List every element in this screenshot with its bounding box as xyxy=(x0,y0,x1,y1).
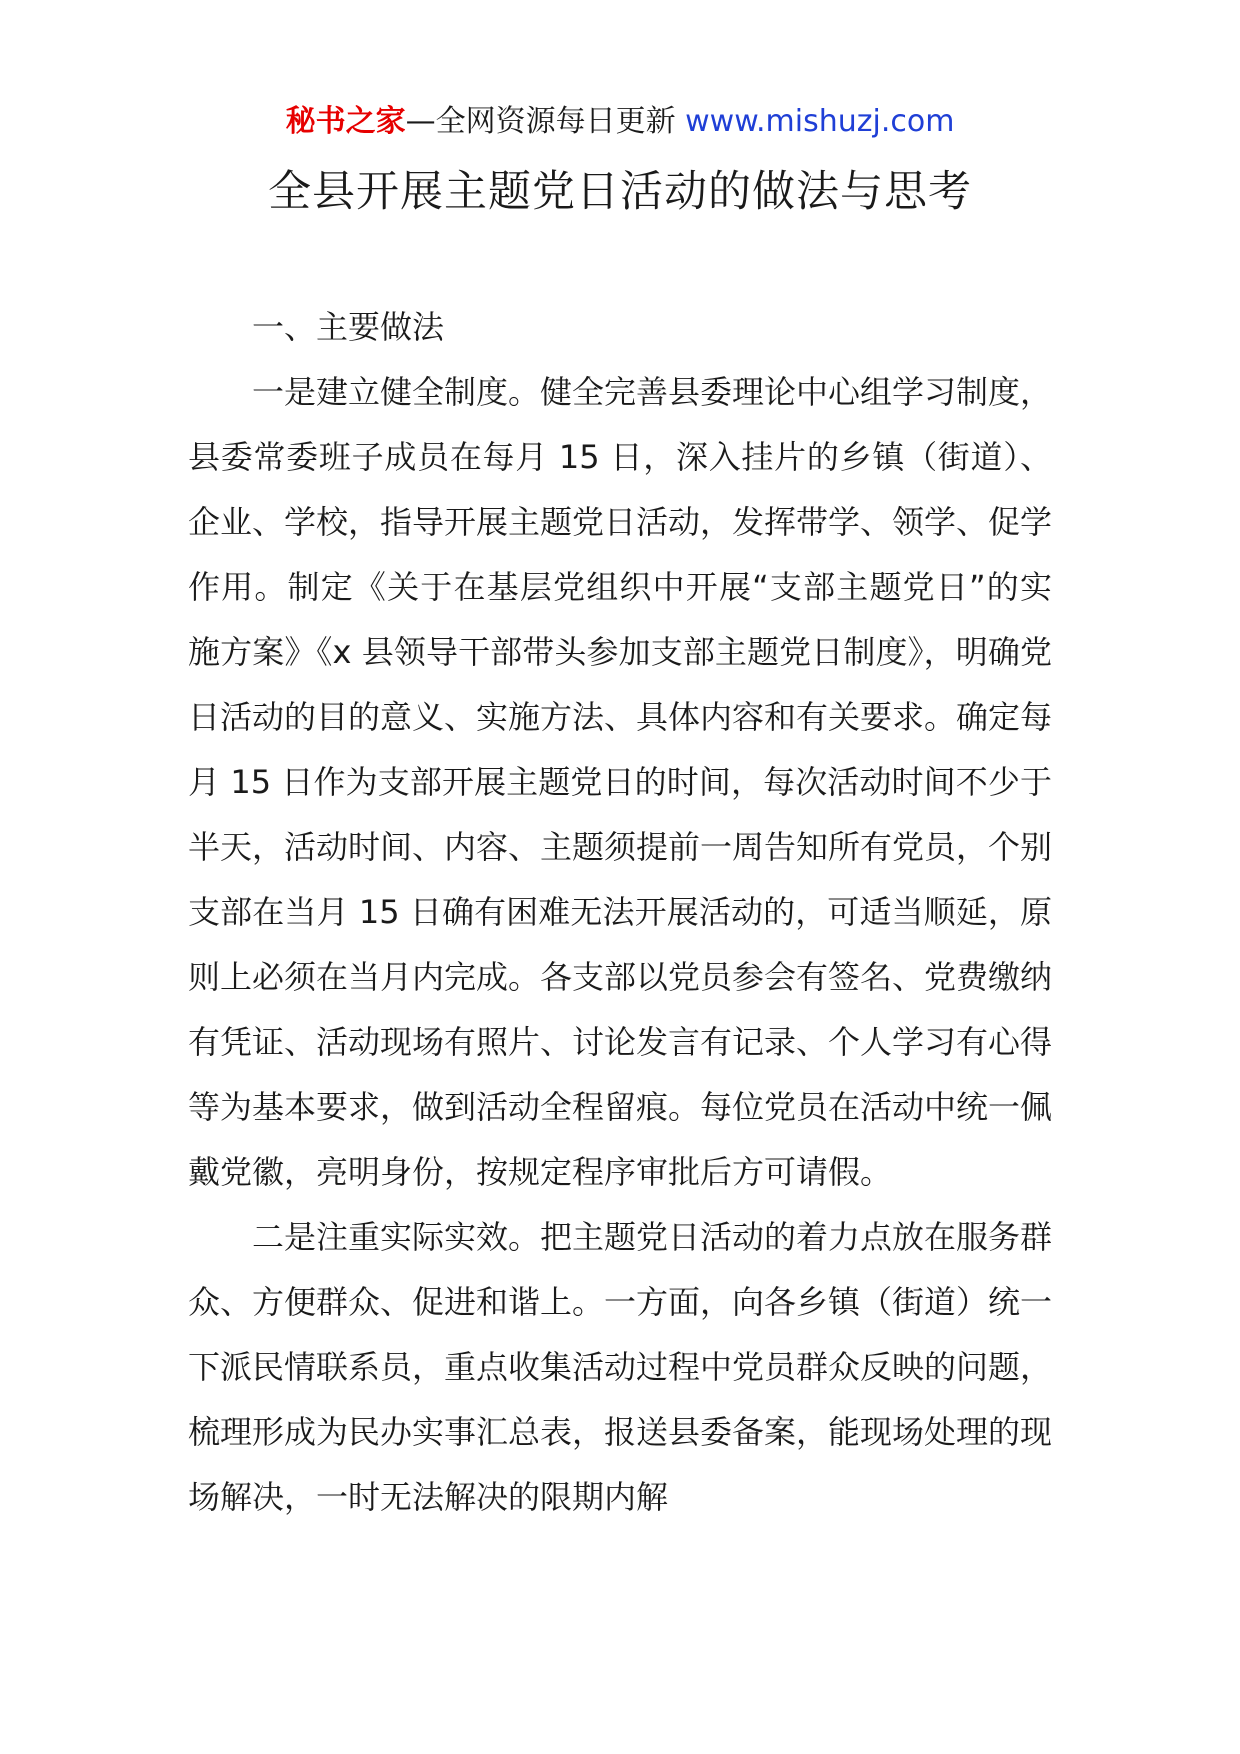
document-body xyxy=(188,295,1052,1530)
website-link[interactable]: www.mishuzj.com xyxy=(685,104,955,139)
section-heading: 一、主要做法 xyxy=(252,308,445,346)
header-tagline: —全网资源每日更新 xyxy=(405,104,686,139)
document-title: 全县开展主题党日活动的做法与思考 xyxy=(268,167,972,217)
paragraph: 一是建立健全制度。健全完善县委理论中心组学习制度，县委常委班子成员在每月 15 日，深入挂片的乡镇（街道）、企业、学校，指导开展主题党日活动，发挥带学、领学、促学作用。制定《关于在基层党组织中开展“支部主题党日”的实施方案》《x 县领导干部带头参加支部主题党日制度》，明确党日活动的目的意义、实施方法、具体内容和有关要求。确定每月 15 日作为支部开展主题党日的时间，每次活动时间不少于半天，活动时间、内容、主题须提前一周告知所有党员，个别支部在当月 15 日确有困难无法开展活动的，可适当顺延，原则上必须在当月内完成。各支部以党员参会有签名、党费缴纳有凭证、活动现场有照片、讨论发言有记录、个人学习有心得等为基本要求，做到活动全程留痕。每位党员在活动中统一佩戴党徽，亮明身份，按规定程序审批后方可请假。 xyxy=(188,373,1053,1191)
page-header xyxy=(0,100,1240,144)
paragraph: 二是注重实际实效。把主题党日活动的着力点放在服务群众、方便群众、促进和谐上。一方面，向各乡镇（街道）统一下派民情联系员，重点收集活动过程中党员群众反映的问题，梳理形成为民办实事汇总表，报送县委备案，能现场处理的现场解决，一时无法解决的限期内解 xyxy=(188,1218,1053,1516)
brand-name: 秘书之家 xyxy=(285,104,406,139)
